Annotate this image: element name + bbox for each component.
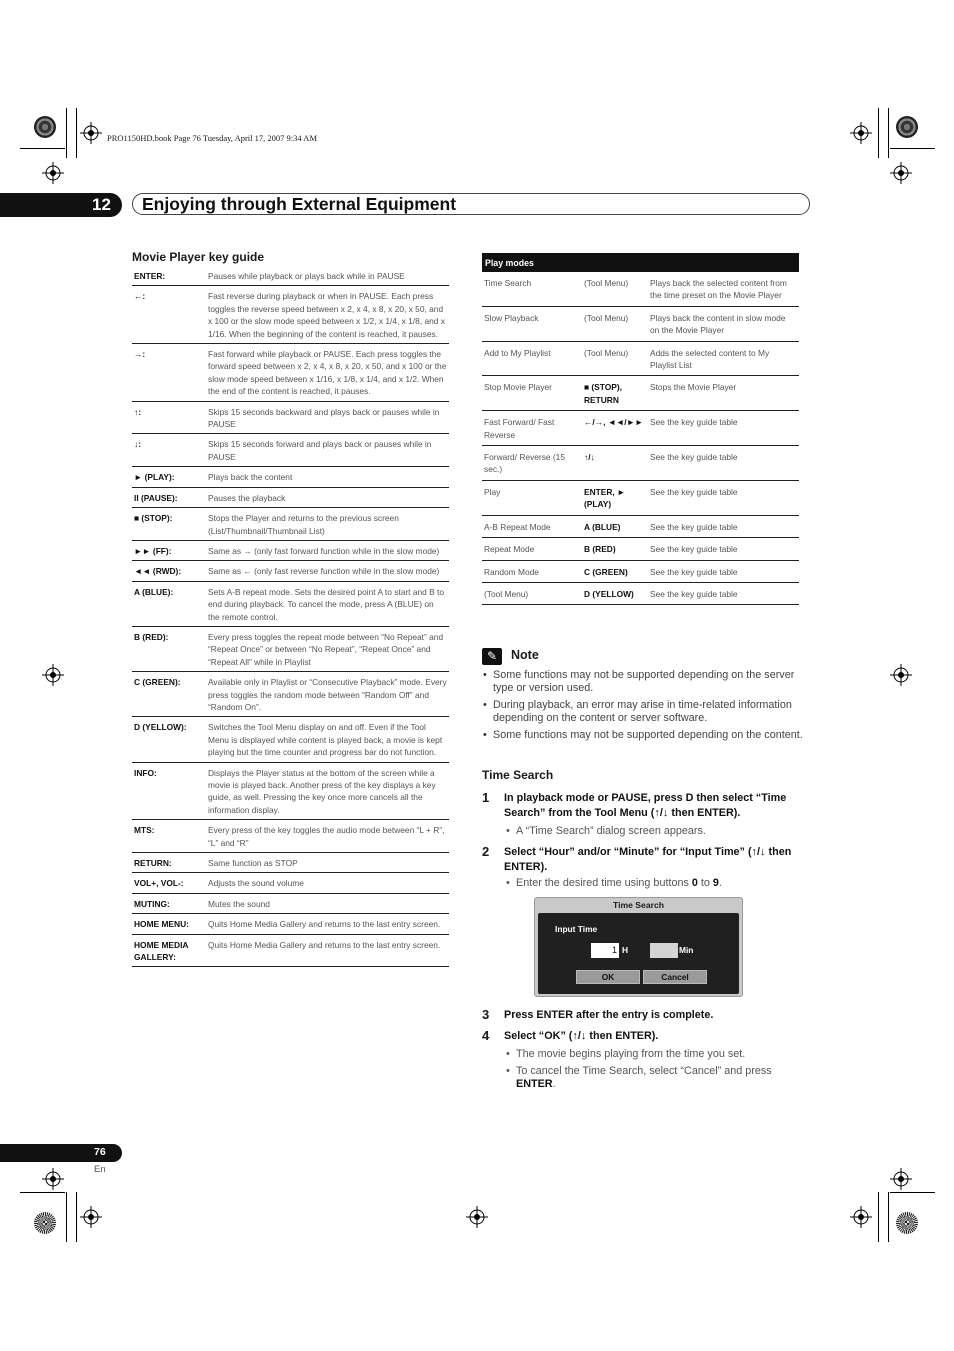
play-mode-name: Stop Movie Player <box>482 376 582 411</box>
crosshair-icon <box>466 1206 488 1228</box>
key-description: Every press of the key toggles the audio mode between “L + R”, “L” and “R” <box>206 820 449 853</box>
bullet-icon: • <box>506 1048 510 1060</box>
key-guide-heading: Movie Player key guide <box>132 250 265 264</box>
up-arrow-icon: ↑ <box>572 1030 578 1042</box>
play-mode-description: Stops the Movie Player <box>648 376 799 411</box>
hour-unit: H <box>622 945 629 955</box>
key-guide-row <box>132 286 449 344</box>
dialog-title: Time Search <box>613 900 664 910</box>
note-item: • Some functions may not be supported depending on the server type or version used. <box>482 669 812 695</box>
step-number: 1 <box>482 790 490 805</box>
play-mode-key: ←/→, ◄◄/►► <box>582 411 648 446</box>
play-mode-key: (Tool Menu) <box>582 341 648 376</box>
bullet-icon: • <box>506 877 510 889</box>
play-mode-description: See the key guide table <box>648 411 799 446</box>
key-name: ←: <box>132 286 206 344</box>
play-mode-row <box>482 446 799 481</box>
registration-disc-icon <box>896 116 918 138</box>
play-mode-description: See the key guide table <box>648 446 799 481</box>
step-2-sub: Enter the desired time using buttons 0 to 9. <box>516 877 722 889</box>
play-mode-key: (Tool Menu) <box>582 272 648 306</box>
key-description: Quits Home Media Gallery and returns to the last entry screen. <box>206 934 449 967</box>
crosshair-icon <box>42 162 64 184</box>
play-mode-key: ↑/↓ <box>582 446 648 481</box>
down-arrow-icon: ↓ <box>662 807 669 819</box>
crosshair-icon <box>80 1206 102 1228</box>
crosshair-icon <box>850 122 872 144</box>
key-name: ↑: <box>132 401 206 434</box>
key-guide-row <box>132 934 449 967</box>
key-name: HOME MEDIA GALLERY: <box>132 934 206 967</box>
time-search-heading: Time Search <box>482 768 554 782</box>
time-search-dialog <box>534 897 743 997</box>
key-description: Quits Home Media Gallery and returns to the last entry screen. <box>206 914 449 934</box>
play-mode-name: Slow Playback <box>482 306 582 341</box>
key-guide-row <box>132 561 449 581</box>
key-name: ►► (FF): <box>132 540 206 560</box>
key-guide-row <box>132 508 449 541</box>
key-guide-row <box>132 672 449 717</box>
step-1-sub: A “Time Search” dialog screen appears. <box>516 825 706 837</box>
key-description: Plays back the content <box>206 467 449 487</box>
play-modes-heading: Play modes <box>482 253 799 272</box>
play-mode-key: (Tool Menu) <box>582 306 648 341</box>
play-mode-key: D (YELLOW) <box>582 582 648 604</box>
cancel-button[interactable]: Cancel <box>643 970 707 984</box>
crosshair-icon <box>80 122 102 144</box>
step-number: 4 <box>482 1028 490 1043</box>
key-name: ■ (STOP): <box>132 508 206 541</box>
play-mode-row <box>482 341 799 376</box>
bullet-icon: • <box>506 1065 510 1077</box>
key-name: ENTER: <box>132 266 206 286</box>
play-mode-row <box>482 582 799 604</box>
play-mode-description: See the key guide table <box>648 480 799 515</box>
step-4-sub-2: To cancel the Time Search, select “Cancel” and press ENTER. <box>516 1065 772 1090</box>
key-description: Displays the Player status at the bottom of the screen while a movie is played back. Another press of the key displays a key guide, as well. Pressing the key once more cancels all the information display. <box>206 762 449 820</box>
play-mode-name: Add to My Playlist <box>482 341 582 376</box>
note-list <box>482 669 812 746</box>
minute-unit: Min <box>679 945 694 955</box>
hour-field[interactable]: 1 <box>591 943 619 958</box>
down-arrow-icon: ↓ <box>760 846 766 858</box>
registration-disc-icon <box>896 1212 918 1234</box>
play-mode-name: Fast Forward/ Fast Reverse <box>482 411 582 446</box>
key-guide-row <box>132 487 449 507</box>
play-mode-row <box>482 272 799 306</box>
key-name: ↓: <box>132 434 206 467</box>
key-description: Same as → (only fast forward function while in the slow mode) <box>206 540 449 560</box>
key-guide-row <box>132 820 449 853</box>
note-pencil-icon: ✎ <box>482 648 502 665</box>
play-mode-name: Play <box>482 480 582 515</box>
key-guide-row <box>132 540 449 560</box>
key-description: Skips 15 seconds forward and plays back or pauses while in PAUSE <box>206 434 449 467</box>
play-mode-row <box>482 480 799 515</box>
key-name: D (YELLOW): <box>132 717 206 762</box>
key-description: Adjusts the sound volume <box>206 873 449 893</box>
note-heading: Note <box>511 648 539 662</box>
key-description: Same as ← (only fast reverse function while in the slow mode) <box>206 561 449 581</box>
play-mode-row <box>482 538 799 560</box>
input-time-label: Input Time <box>555 924 598 934</box>
chapter-number: 12 <box>92 195 111 214</box>
key-description: Stops the Player and returns to the previous screen (List/Thumbnail/Thumbnail List) <box>206 508 449 541</box>
play-mode-description: Plays back the selected content from the time preset on the Movie Player <box>648 272 799 306</box>
key-guide-table <box>132 266 449 967</box>
play-mode-name: A-B Repeat Mode <box>482 515 582 537</box>
key-description: Same function as STOP <box>206 853 449 873</box>
key-guide-row <box>132 717 449 762</box>
key-name: ◄◄ (RWD): <box>132 561 206 581</box>
key-description: Pauses the playback <box>206 487 449 507</box>
play-mode-name: Forward/ Reverse (15 sec.) <box>482 446 582 481</box>
key-description: Sets A-B repeat mode. Sets the desired point A to start and B to end during playback. To cancel the mode, press A (BLUE) on the remote control. <box>206 581 449 626</box>
play-mode-key: ENTER, ► (PLAY) <box>582 480 648 515</box>
chapter-title: Enjoying through External Equipment <box>142 194 457 214</box>
key-name: MUTING: <box>132 893 206 913</box>
down-arrow-icon: ↓ <box>580 1030 587 1042</box>
key-guide-row <box>132 762 449 820</box>
ok-button[interactable]: OK <box>576 970 640 984</box>
up-arrow-icon: ↑ <box>751 846 758 858</box>
crosshair-icon <box>42 1168 64 1190</box>
page-language: En <box>94 1164 106 1175</box>
play-mode-key: ■ (STOP), RETURN <box>582 376 648 411</box>
crosshair-icon <box>890 1168 912 1190</box>
crosshair-icon <box>890 664 912 686</box>
play-mode-key: A (BLUE) <box>582 515 648 537</box>
key-name: RETURN: <box>132 853 206 873</box>
key-guide-row <box>132 893 449 913</box>
key-name: VOL+, VOL-: <box>132 873 206 893</box>
key-description: Every press toggles the repeat mode between “No Repeat” and “Repeat Once” or between “No Repeat”, “Repeat Once” and “Repeat All” while in Playlist <box>206 626 449 671</box>
key-description: Fast reverse during playback or when in PAUSE. Each press toggles the reverse speed between x 2, x 4, x 8, x 20, x 50, and x 100 or the slow mode speed between x 1/2, x 1/4, x 1/8, and x 1/16. When the beginning of the content is reached, it pauses. <box>206 286 449 344</box>
note-item: • Some functions may not be supported depending on the content. <box>482 729 812 742</box>
key-name: II (PAUSE): <box>132 487 206 507</box>
file-info: PRO1150HD.book Page 76 Tuesday, April 17, 2007 9:34 AM <box>107 133 317 143</box>
play-modes-table <box>482 253 799 605</box>
key-description: Skips 15 seconds backward and plays back or pauses while in PAUSE <box>206 401 449 434</box>
crosshair-icon <box>890 162 912 184</box>
key-guide-row <box>132 434 449 467</box>
up-arrow-icon: ↑ <box>654 807 660 819</box>
key-name: →: <box>132 344 206 402</box>
step-3-text: Press ENTER after the entry is complete. <box>504 1009 714 1021</box>
play-mode-key: B (RED) <box>582 538 648 560</box>
crosshair-icon <box>42 664 64 686</box>
play-mode-name: Repeat Mode <box>482 538 582 560</box>
key-guide-row <box>132 873 449 893</box>
play-mode-description: See the key guide table <box>648 582 799 604</box>
key-name: B (RED): <box>132 626 206 671</box>
dialog-body <box>538 913 739 994</box>
step-number: 3 <box>482 1007 490 1022</box>
key-description: Available only in Playlist or “Consecutive Playback” mode. Every press toggles the random mode between “Random Off” and “Random On”. <box>206 672 449 717</box>
key-guide-row <box>132 344 449 402</box>
key-name: C (GREEN): <box>132 672 206 717</box>
key-guide-row <box>132 401 449 434</box>
play-mode-description: Adds the selected content to My Playlist List <box>648 341 799 376</box>
key-guide-row <box>132 914 449 934</box>
play-mode-description: See the key guide table <box>648 560 799 582</box>
play-mode-row <box>482 560 799 582</box>
play-mode-description: See the key guide table <box>648 538 799 560</box>
key-guide-row <box>132 626 449 671</box>
key-name: INFO: <box>132 762 206 820</box>
key-guide-row <box>132 581 449 626</box>
play-mode-name: Time Search <box>482 272 582 306</box>
play-mode-name: (Tool Menu) <box>482 582 582 604</box>
step-1-text: In playback mode or PAUSE, press D then select “Time Search” from the Tool Menu (↑/↓ then ENTER). <box>504 792 787 819</box>
play-mode-row <box>482 515 799 537</box>
key-name: HOME MENU: <box>132 914 206 934</box>
registration-disc-icon <box>34 116 56 138</box>
play-mode-description: Plays back the content in slow mode on the Movie Player <box>648 306 799 341</box>
step-4-text: Select “OK” (↑/↓ then ENTER). <box>504 1030 659 1042</box>
key-guide-row <box>132 467 449 487</box>
play-mode-row <box>482 306 799 341</box>
key-name: MTS: <box>132 820 206 853</box>
step-4-sub-1: The movie begins playing from the time you set. <box>516 1048 746 1060</box>
key-guide-row <box>132 853 449 873</box>
key-description: Fast forward while playback or PAUSE. Each press toggles the forward speed between x 2, x 4, x 8, x 20, x 50, and x 100 or the slow mode speed between x 1/16, x 1/8, x 1/4, and x 1/2. When the end of the content is reached, it pauses. <box>206 344 449 402</box>
page-number: 76 <box>94 1146 106 1158</box>
key-description: Pauses while playback or plays back while in PAUSE <box>206 266 449 286</box>
registration-disc-icon <box>34 1212 56 1234</box>
note-item: • During playback, an error may arise in time-related information depending on the content or server software. <box>482 699 812 725</box>
bullet-icon: • <box>506 825 510 837</box>
play-mode-row <box>482 411 799 446</box>
play-mode-description: See the key guide table <box>648 515 799 537</box>
play-mode-key: C (GREEN) <box>582 560 648 582</box>
key-name: A (BLUE): <box>132 581 206 626</box>
play-mode-name: Random Mode <box>482 560 582 582</box>
crosshair-icon <box>850 1206 872 1228</box>
play-mode-row <box>482 376 799 411</box>
key-description: Switches the Tool Menu display on and off. Even if the Tool Menu is displayed while content is played back, a movie is kept playing but the time counter and progress bar do not function. <box>206 717 449 762</box>
key-description: Mutes the sound <box>206 893 449 913</box>
key-name: ► (PLAY): <box>132 467 206 487</box>
minute-field[interactable] <box>650 943 678 958</box>
step-2-text: Select “Hour” and/or “Minute” for “Input Time” (↑/↓ then ENTER). <box>504 846 792 873</box>
step-number: 2 <box>482 844 490 859</box>
key-guide-row <box>132 266 449 286</box>
